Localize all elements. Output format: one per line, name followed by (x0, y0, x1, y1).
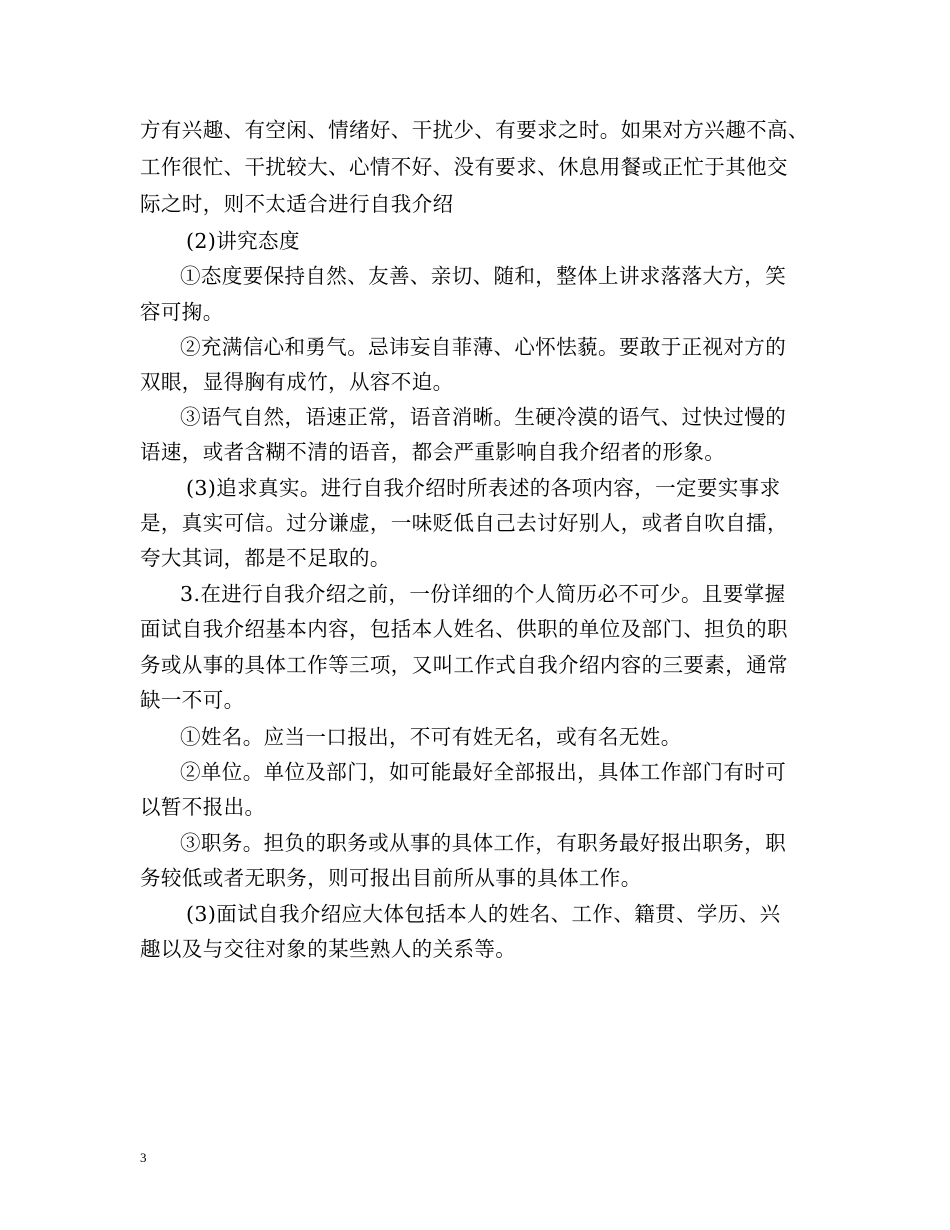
text-line: 缺一不可。 (140, 688, 245, 712)
text-line: 夸大其词，都是不足取的。 (140, 546, 391, 570)
text-line: (3)追求真实。进行自我介绍时所表述的各项内容，一定要实事求 (186, 476, 781, 500)
text-line: ①姓名。应当一口报出，不可有姓无名，或有名无姓。 (180, 725, 682, 749)
text-line: 面试自我介绍基本内容，包括本人姓名、供职的单位及部门、担负的职 (140, 617, 788, 641)
text-line: ②充满信心和勇气。忌讳妄自菲薄、心怀怯藐。要敢于正视对方的 (180, 335, 787, 359)
section-heading: (2)讲究态度 (186, 229, 300, 253)
page-number: 3 (140, 1150, 147, 1165)
text-line: 方有兴趣、有空闲、情绪好、干扰少、有要求之时。如果对方兴趣不高、 (140, 118, 809, 142)
text-line: 语速，或者含糊不清的语音，都会严重影响自我介绍者的形象。 (140, 440, 726, 464)
text-line: ①态度要保持自然、友善、亲切、随和，整体上讲求落落大方，笑 (180, 264, 787, 288)
text-line: 工作很忙、干扰较大、心情不好、没有要求、休息用餐或正忙于其他交 (140, 155, 788, 179)
text-line: ②单位。单位及部门，如可能最好全部报出，具体工作部门有时可 (180, 760, 787, 784)
text-line: 趣以及与交往对象的某些熟人的关系等。 (140, 937, 517, 961)
text-line: ③职务。担负的职务或从事的具体工作，有职务最好报出职务，职 (180, 831, 787, 855)
text-line: 3.在进行自我介绍之前，一份详细的个人简历必不可少。且要掌握 (180, 582, 786, 606)
text-line: 容可掬。 (140, 300, 224, 324)
text-line: 是，真实可信。过分谦虚，一味贬低自己去讨好别人，或者自吹自擂， (140, 511, 788, 535)
text-line: 务或从事的具体工作等三项，又叫工作式自我介绍内容的三要素，通常 (140, 653, 788, 677)
text-line: (3)面试自我介绍应大体包括本人的姓名、工作、籍贯、学历、兴 (186, 902, 781, 926)
text-line: 以暂不报出。 (140, 795, 266, 819)
text-line: 务较低或者无职务，则可报出目前所从事的具体工作。 (140, 866, 642, 890)
text-line: ③语气自然，语速正常，语音消晰。生硬冷漠的语气、过快过慢的 (180, 405, 787, 429)
text-line: 际之时，则不太适合进行自我介绍 (140, 192, 454, 216)
text-line: 双眼，显得胸有成竹，从容不迫。 (140, 370, 454, 394)
